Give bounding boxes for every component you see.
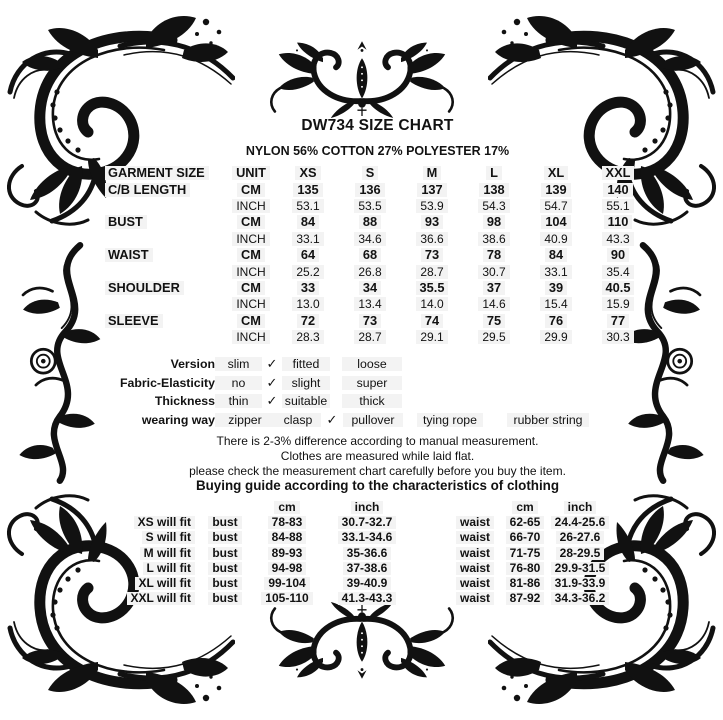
- size-col-m: M: [423, 166, 442, 180]
- garment-attributes: [105, 355, 589, 429]
- bust-cm-range: 89-93: [268, 547, 307, 560]
- value-m: 35.5: [416, 281, 449, 295]
- waist-label: waist: [456, 562, 494, 575]
- value-xs: 72: [297, 314, 319, 328]
- waist-label: waist: [456, 516, 494, 529]
- waist-cm-range: 62-65: [506, 516, 545, 529]
- value-xl: 15.4: [540, 297, 571, 311]
- waist-inch-range: 34.3-36.2: [551, 592, 610, 605]
- size-table-body: [105, 181, 649, 345]
- size-table-row: [105, 181, 649, 197]
- value-l: 98: [483, 215, 505, 229]
- value-s: 68: [359, 248, 381, 262]
- value-l: 75: [483, 314, 505, 328]
- check-icon: ✓: [266, 374, 278, 390]
- value-xxl: 15.9: [602, 297, 633, 311]
- value-m: 29.1: [416, 330, 447, 344]
- buying-guide-row: [105, 515, 615, 530]
- value-xxl: 30.3: [602, 330, 633, 344]
- buying-guide-row: [105, 561, 615, 576]
- waist-cm-range: 76-80: [506, 562, 545, 575]
- size-table: [105, 165, 649, 345]
- fit-size-label: M will fit: [140, 547, 195, 560]
- value-xs: 13.0: [292, 297, 323, 311]
- attribute-row-wearing-way: [105, 411, 589, 430]
- unit-cell: CM: [237, 183, 265, 197]
- size-table-row: [105, 214, 649, 230]
- buying-guide-row: [105, 530, 615, 545]
- attribute-option-1: slim: [215, 357, 262, 371]
- measurement-label: WAIST: [105, 248, 153, 262]
- value-s: 136: [355, 183, 384, 197]
- value-xl: 84: [545, 248, 567, 262]
- size-table-row: [105, 231, 649, 247]
- option-tying-rope: tying rope: [417, 413, 483, 427]
- value-xxl: 40.5: [602, 281, 635, 295]
- attribute-row: [105, 355, 589, 374]
- bust-cm-range: 84-88: [268, 531, 307, 544]
- value-xxl: 110: [604, 215, 633, 229]
- unit-cell: INCH: [232, 199, 269, 213]
- bust-label: bust: [208, 577, 241, 590]
- attribute-label: Version: [170, 357, 215, 372]
- fit-size-label: S will fit: [142, 531, 195, 544]
- waist-cm-range: 71-75: [506, 547, 545, 560]
- size-col-s: S: [362, 166, 379, 180]
- option-clasp: clasp: [275, 413, 321, 427]
- waist-inch-range: 31.9-33.9: [551, 577, 610, 590]
- value-xl: 29.9: [540, 330, 571, 344]
- value-xxl: 140: [603, 183, 632, 197]
- attribute-label: Fabric-Elasticity: [120, 375, 215, 390]
- value-s: 34: [359, 281, 381, 295]
- check-icon: ✓: [266, 356, 278, 372]
- size-table-row: [105, 247, 649, 263]
- bust-label: bust: [208, 516, 241, 529]
- value-xl: 39: [545, 281, 567, 295]
- size-table-header: [105, 165, 649, 181]
- waist-label: waist: [456, 547, 494, 560]
- fit-size-label: XXL will fit: [127, 592, 195, 605]
- value-s: 26.8: [354, 265, 385, 279]
- value-xl: 40.9: [540, 232, 571, 246]
- waist-cm-range: 81-86: [506, 577, 545, 590]
- value-m: 73: [421, 248, 443, 262]
- value-xxl: 55.1: [602, 199, 633, 213]
- value-xxl: 90: [607, 248, 629, 262]
- unit-cell: INCH: [232, 297, 269, 311]
- attribute-label: Thickness: [154, 394, 215, 409]
- waist-inch-range: 24.4-25.6: [551, 516, 610, 529]
- measurement-note-2: Clothes are measured while laid flat.: [280, 449, 475, 463]
- value-l: 37: [483, 281, 505, 295]
- value-m: 74: [421, 314, 443, 328]
- option-zipper: zipper: [215, 413, 275, 427]
- value-m: 28.7: [416, 265, 447, 279]
- size-col-xs: XS: [295, 166, 320, 180]
- bust-label: bust: [208, 547, 241, 560]
- value-l: 54.3: [478, 199, 509, 213]
- bust-inch-range: 37-38.6: [343, 562, 392, 575]
- waist-cm-range: 66-70: [506, 531, 545, 544]
- waist-inch-range: 26-27.6: [556, 531, 605, 544]
- unit-cell: INCH: [232, 232, 269, 246]
- attribute-option-3: thick: [342, 394, 402, 408]
- bust-label: bust: [208, 531, 241, 544]
- unit-cell: CM: [237, 215, 265, 229]
- page-title: DW734 SIZE CHART: [301, 117, 454, 134]
- attribute-option-1: no: [215, 376, 262, 390]
- bust-cm-range: 78-83: [268, 516, 307, 529]
- attribute-option-1: thin: [215, 394, 262, 408]
- unit-header: UNIT: [232, 166, 270, 180]
- value-xs: 135: [293, 183, 322, 197]
- attribute-option-3: super: [342, 376, 402, 390]
- bust-inch-range: 41.3-43.3: [338, 592, 397, 605]
- unit-cell: CM: [237, 248, 265, 262]
- unit-cell: INCH: [232, 330, 269, 344]
- buying-guide-title: Buying guide according to the characteristics of clothing: [195, 478, 560, 493]
- attribute-option-2: slight: [282, 376, 330, 390]
- buying-guide-header: [105, 500, 615, 515]
- bust-inch-range: 30.7-32.7: [338, 516, 397, 529]
- material-composition: NYLON 56% COTTON 27% POLYESTER 17%: [245, 144, 510, 158]
- waist-inch-range: 29.9-31.5: [551, 562, 610, 575]
- unit-cell: INCH: [232, 265, 269, 279]
- value-xs: 28.3: [292, 330, 323, 344]
- bust-cm-range: 105-110: [261, 592, 312, 605]
- value-l: 29.5: [478, 330, 509, 344]
- buying-guide-row: [105, 591, 615, 606]
- value-xl: 76: [545, 314, 567, 328]
- value-s: 53.5: [354, 199, 385, 213]
- value-l: 38.6: [478, 232, 509, 246]
- value-xl: 33.1: [540, 265, 571, 279]
- unit-cell: CM: [237, 281, 265, 295]
- value-s: 13.4: [354, 297, 385, 311]
- measurement-note-3: please check the measurement chart carefully before you buy the item.: [189, 464, 566, 478]
- bust-inch-header: inch: [351, 501, 384, 514]
- bust-inch-range: 35-36.6: [343, 547, 392, 560]
- bust-label: bust: [208, 562, 241, 575]
- value-xxl: 43.3: [602, 232, 633, 246]
- waist-inch-header: inch: [564, 501, 597, 514]
- value-m: 137: [417, 183, 446, 197]
- value-m: 53.9: [416, 199, 447, 213]
- option-pullover: pullover: [343, 413, 403, 427]
- bust-inch-range: 33.1-34.6: [338, 531, 397, 544]
- value-xs: 25.2: [292, 265, 323, 279]
- value-s: 34.6: [354, 232, 385, 246]
- size-table-row: [105, 263, 649, 279]
- buying-guide-row: [105, 576, 615, 591]
- size-table-row: [105, 280, 649, 296]
- value-m: 14.0: [416, 297, 447, 311]
- size-col-xxl: XXL: [602, 166, 635, 180]
- value-xxl: 35.4: [602, 265, 633, 279]
- value-l: 78: [483, 248, 505, 262]
- value-l: 30.7: [478, 265, 509, 279]
- size-col-xl: XL: [544, 166, 568, 180]
- measurement-label: BUST: [105, 215, 147, 229]
- waist-cm-range: 87-92: [506, 592, 545, 605]
- value-xs: 33: [297, 281, 319, 295]
- bust-label: bust: [208, 592, 241, 605]
- attribute-row: [105, 392, 589, 411]
- value-m: 36.6: [416, 232, 447, 246]
- attribute-row: [105, 374, 589, 393]
- waist-cm-header: cm: [512, 501, 537, 514]
- value-xl: 104: [541, 215, 570, 229]
- size-table-row: [105, 198, 649, 214]
- value-m: 93: [421, 215, 443, 229]
- size-col-l: L: [486, 166, 502, 180]
- measurement-label: C/B LENGTH: [105, 183, 190, 197]
- check-icon: ✓: [266, 393, 278, 409]
- value-xs: 64: [297, 248, 319, 262]
- size-table-row: [105, 296, 649, 312]
- attribute-rows: [105, 355, 589, 411]
- option-rubber-string: rubber string: [507, 413, 589, 427]
- waist-label: waist: [456, 531, 494, 544]
- bust-cm-header: cm: [274, 501, 299, 514]
- buying-guide-row: [105, 546, 615, 561]
- value-s: 73: [359, 314, 381, 328]
- value-xs: 84: [297, 215, 319, 229]
- measurement-note-1: There is 2-3% difference according to manual measurement.: [216, 434, 539, 448]
- attribute-label: wearing way: [141, 413, 215, 428]
- waist-label: waist: [456, 577, 494, 590]
- check-icon: ✓: [326, 412, 338, 428]
- value-s: 88: [359, 215, 381, 229]
- size-table-row: [105, 329, 649, 345]
- bust-cm-range: 99-104: [264, 577, 309, 590]
- buying-guide-table: [105, 500, 615, 606]
- value-xs: 33.1: [292, 232, 323, 246]
- value-s: 28.7: [354, 330, 385, 344]
- fit-size-label: L will fit: [143, 562, 195, 575]
- bust-inch-range: 39-40.9: [343, 577, 392, 590]
- measurement-label: SLEEVE: [105, 314, 163, 328]
- fit-size-label: XL will fit: [135, 577, 195, 590]
- value-xl: 139: [541, 183, 570, 197]
- waist-label: waist: [456, 592, 494, 605]
- attribute-option-2: fitted: [282, 357, 330, 371]
- buying-guide-body: [105, 515, 615, 606]
- bust-cm-range: 94-98: [268, 562, 307, 575]
- value-xxl: 77: [607, 314, 629, 328]
- value-l: 138: [479, 183, 508, 197]
- value-xl: 54.7: [540, 199, 571, 213]
- unit-cell: CM: [237, 314, 265, 328]
- value-l: 14.6: [478, 297, 509, 311]
- value-xs: 53.1: [292, 199, 323, 213]
- attribute-option-3: loose: [342, 357, 402, 371]
- fit-size-label: XS will fit: [134, 516, 195, 529]
- measurement-label: SHOULDER: [105, 281, 184, 295]
- garment-size-header: GARMENT SIZE: [105, 166, 209, 180]
- size-table-row: [105, 313, 649, 329]
- waist-inch-range: 28-29.5: [556, 547, 605, 560]
- attribute-option-2: suitable: [282, 394, 330, 408]
